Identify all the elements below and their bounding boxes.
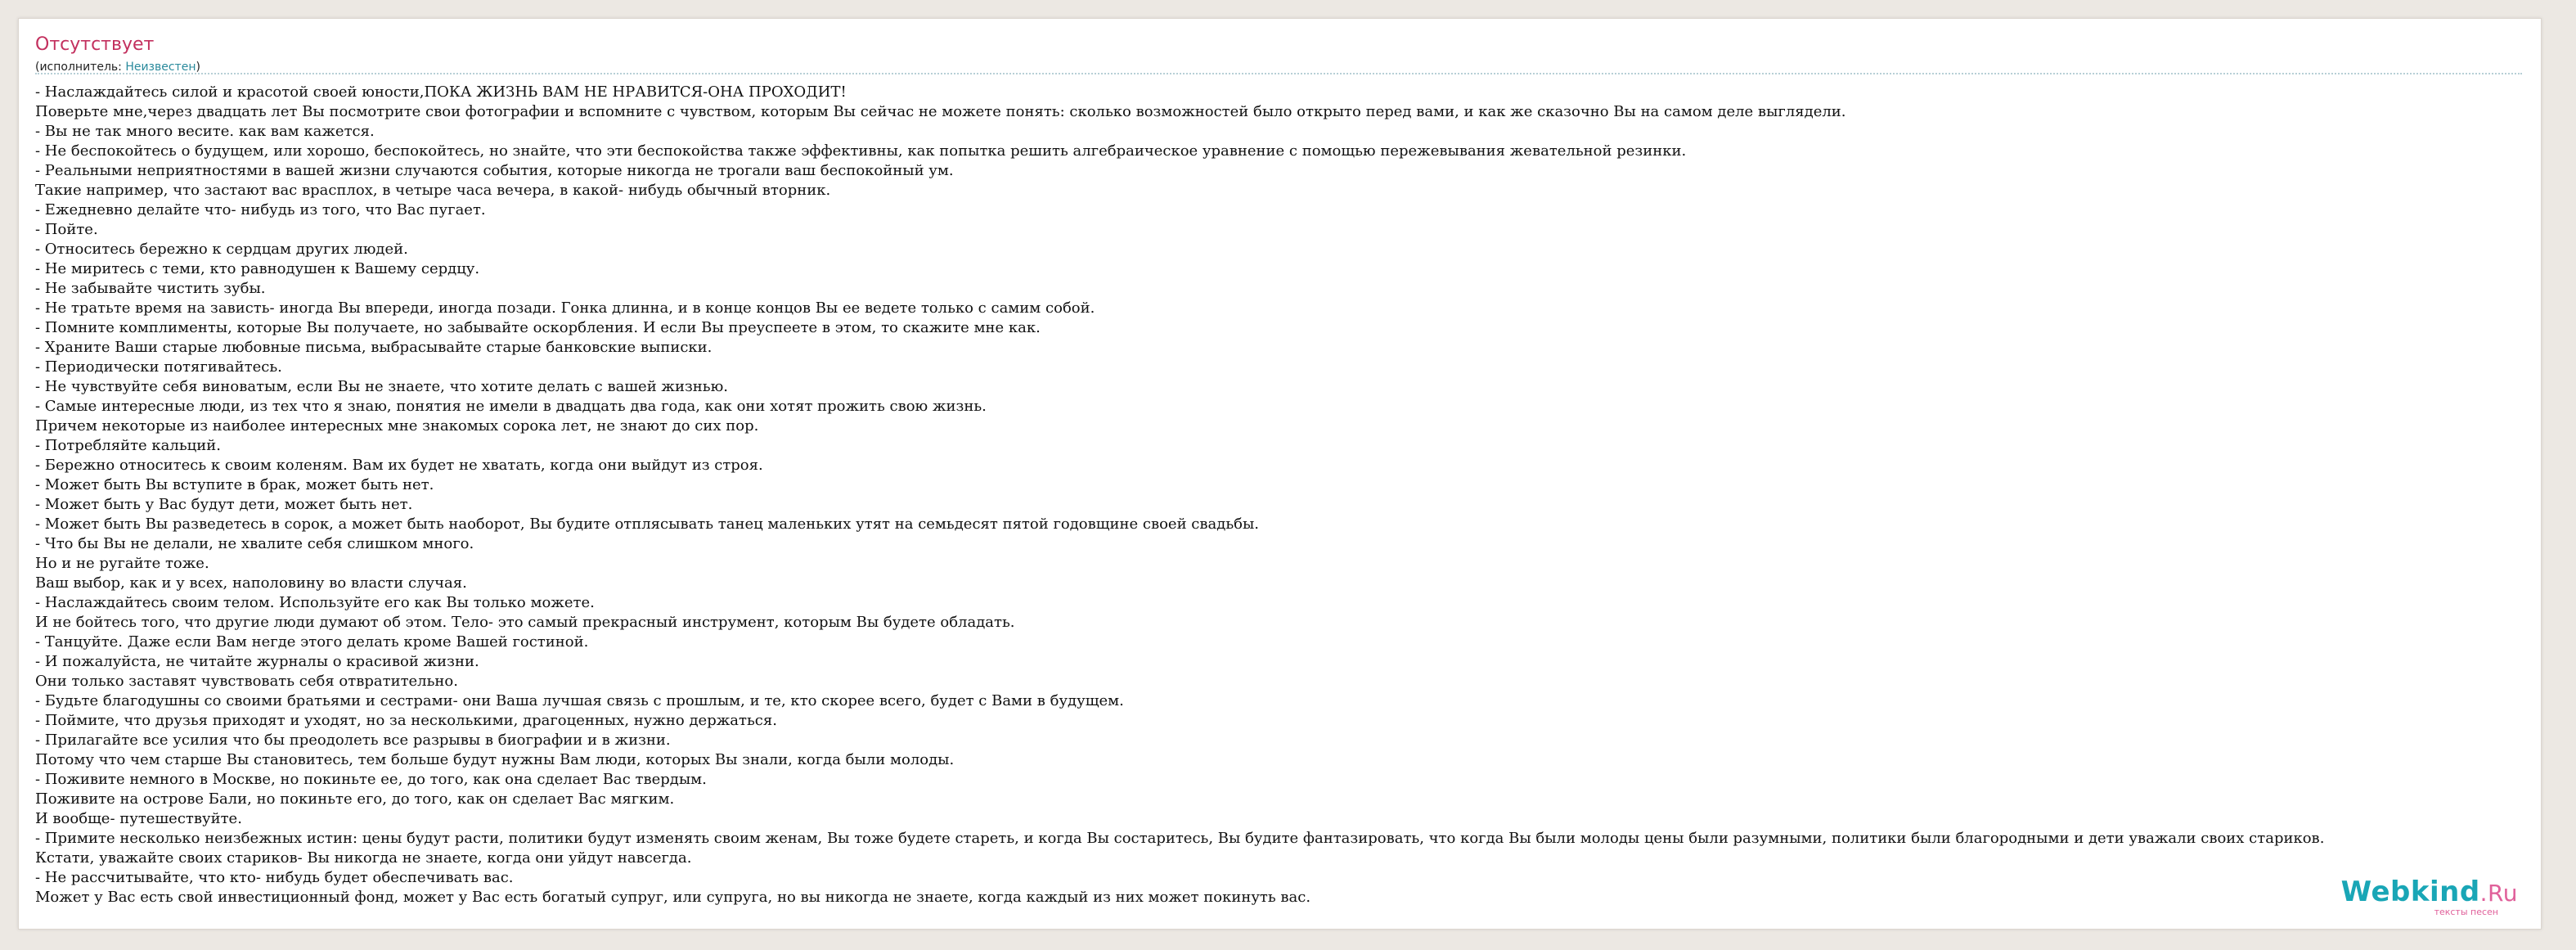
lyric-line: Кстати, уважайте своих стариков- Вы никогда не знаете, когда они уйдут навсегда. (35, 849, 692, 867)
lyric-line: - Наслаждайтесь своим телом. Используйте его как Вы только можете. (35, 594, 595, 611)
lyric-line: - Пойте. (35, 221, 98, 238)
lyric-line: - Реальными неприятностями в вашей жизни случаются события, которые никогда не трогали ваш беспокойный ум. (35, 162, 954, 179)
lyric-line: - Потребляйте кальций. (35, 437, 221, 454)
dotted-divider (35, 73, 2522, 74)
lyric-line: - Храните Ваши старые любовные письма, выбрасывайте старые банковские выписки. (35, 339, 713, 356)
lyric-line: - Примите несколько неизбежных истин: цены будут расти, политики будут изменять своим женам, Вы тоже будете стареть, и когда Вы состаритесь, Вы будите фантазировать, что когда Вы были молоды цены были разумными, политики были благородными и дети уважали своих стариков. (35, 830, 2325, 847)
lyric-line: - Не забывайте чистить зубы. (35, 280, 266, 297)
lyric-line: Поживите на острове Бали, но покиньте его, до того, как он сделает Вас мягким. (35, 790, 675, 808)
lyric-line: - Может быть Вы вступите в брак, может быть нет. (35, 476, 434, 493)
lyric-line: - Что бы Вы не делали, не хвалите себя слишком много. (35, 535, 474, 552)
lyric-line: - Не беспокойтесь о будущем, или хорошо, беспокойтесь, но знайте, что эти беспокойства также эффективны, как попытка решить алгебраическое уравнение с помощью пережевывания жевательной резинки. (35, 142, 1687, 160)
lyric-line: - Может быть Вы разведетесь в сорок, а может быть наоборот, Вы будите отплясывать танец маленьких утят на семьдесят пятой годовщине своей свадьбы. (35, 516, 1260, 533)
lyric-line: - Поймите, что друзья приходят и уходят, но за несколькими, драгоценных, нужно держаться. (35, 712, 777, 729)
lyric-line: - И пожалуйста, не читайте журналы о красивой жизни. (35, 653, 479, 670)
lyric-line: - Не чувствуйте себя виноватым, если Вы не знаете, что хотите делать с вашей жизнью. (35, 378, 728, 395)
performer-suffix: ) (196, 61, 200, 74)
lyric-line: - Помните комплименты, которые Вы получаете, но забывайте оскорбления. И если Вы преуспеете в этом, то скажите мне как. (35, 319, 1041, 336)
lyric-line: - Самые интересные люди, из тех что я знаю, понятия не имели в двадцать два года, как они хотят прожить свою жизнь. (35, 398, 987, 415)
lyric-line: Но и не ругайте тоже. (35, 555, 209, 572)
lyric-line: - Вы не так много весите. как вам кажется. (35, 123, 375, 140)
lyric-line: - Относитесь бережно к сердцам других людей. (35, 241, 408, 258)
lyric-line: - Ежедневно делайте что- нибудь из того, что Вас пугает. (35, 201, 486, 218)
logo-name: Webkind (2340, 876, 2480, 908)
lyrics-card (18, 18, 2542, 930)
logo-tagline: тексты песен (2434, 907, 2498, 917)
lyric-line: - Наслаждайтесь силой и красотой своей юности,ПОКА ЖИЗНЬ ВАМ НЕ НРАВИТСЯ-ОНА ПРОХОДИТ! (35, 83, 847, 101)
site-logo[interactable] (2341, 878, 2518, 917)
lyric-line: Причем некоторые из наиболее интересных мне знакомых сорока лет, не знают до сих пор. (35, 417, 759, 434)
lyric-line: - Не тратьте время на зависть- иногда Вы впереди, иногда позади. Гонка длинна, и в конце концов Вы ее ведете только с самим собой. (35, 299, 1095, 317)
lyric-line: И вообще- путешествуйте. (35, 810, 242, 827)
lyric-line: - Будьте благодушны со своими братьями и сестрами- они Ваша лучшая связь с прошлым, и те, кто скорее всего, будет с Вами в будущем. (35, 692, 1124, 709)
lyric-line: Ваш выбор, как и у всех, наполовину во власти случая. (35, 574, 467, 592)
lyric-line: - Не рассчитывайте, что кто- нибудь будет обеспечивать вас. (35, 869, 514, 886)
lyric-line: - Прилагайте все усилия что бы преодолеть все разрывы в биографии и в жизни. (35, 732, 671, 749)
lyric-line: - Периодически потягивайтесь. (35, 358, 282, 376)
lyric-line: Может у Вас есть свой инвестиционный фонд, может у Вас есть богатый супруг, или супруга, но вы никогда не знаете, когда каждый из них может покинуть вас. (35, 889, 1311, 906)
lyric-line: И не бойтесь того, что другие люди думают об этом. Тело- это самый прекрасный инструмент, которым Вы будете обладать. (35, 614, 1015, 631)
performer-link[interactable]: Неизвестен (125, 61, 196, 74)
song-title: Отсутствует (35, 34, 155, 55)
lyric-line: - Поживите немного в Москве, но покиньте ее, до того, как она сделает Вас твердым. (35, 771, 707, 788)
lyric-line: Такие например, что застают вас врасплох, в четыре часа вечера, в какой- нибудь обычный вторник. (35, 182, 831, 199)
lyric-line: - Танцуйте. Даже если Вам негде этого делать кроме Вашей гостиной. (35, 633, 589, 651)
lyric-line: Потому что чем старше Вы становитесь, тем больше будут нужны Вам люди, которых Вы знали, когда были молоды. (35, 751, 955, 768)
lyric-line: Они только заставят чувствовать себя отвратительно. (35, 673, 458, 690)
performer-prefix: (исполнитель: (35, 61, 126, 74)
lyric-line: - Бережно относитесь к своим коленям. Вам их будет не хватать, когда они выйдут из строя. (35, 457, 763, 474)
lyric-line: - Не миритесь с теми, кто равнодушен к Вашему сердцу. (35, 260, 480, 277)
lyric-line: Поверьте мне,через двадцать лет Вы посмотрите свои фотографии и вспомните с чувством, которым Вы сейчас не можете понять: сколько возможностей было открыто перед вами, и как же сказочно Вы на самом деле выглядели. (35, 103, 1846, 120)
logo-wordmark (2341, 878, 2518, 907)
lyric-line: - Может быть у Вас будут дети, может быть нет. (35, 496, 413, 513)
lyrics-text (35, 83, 2542, 907)
logo-suffix: .Ru (2479, 880, 2518, 907)
